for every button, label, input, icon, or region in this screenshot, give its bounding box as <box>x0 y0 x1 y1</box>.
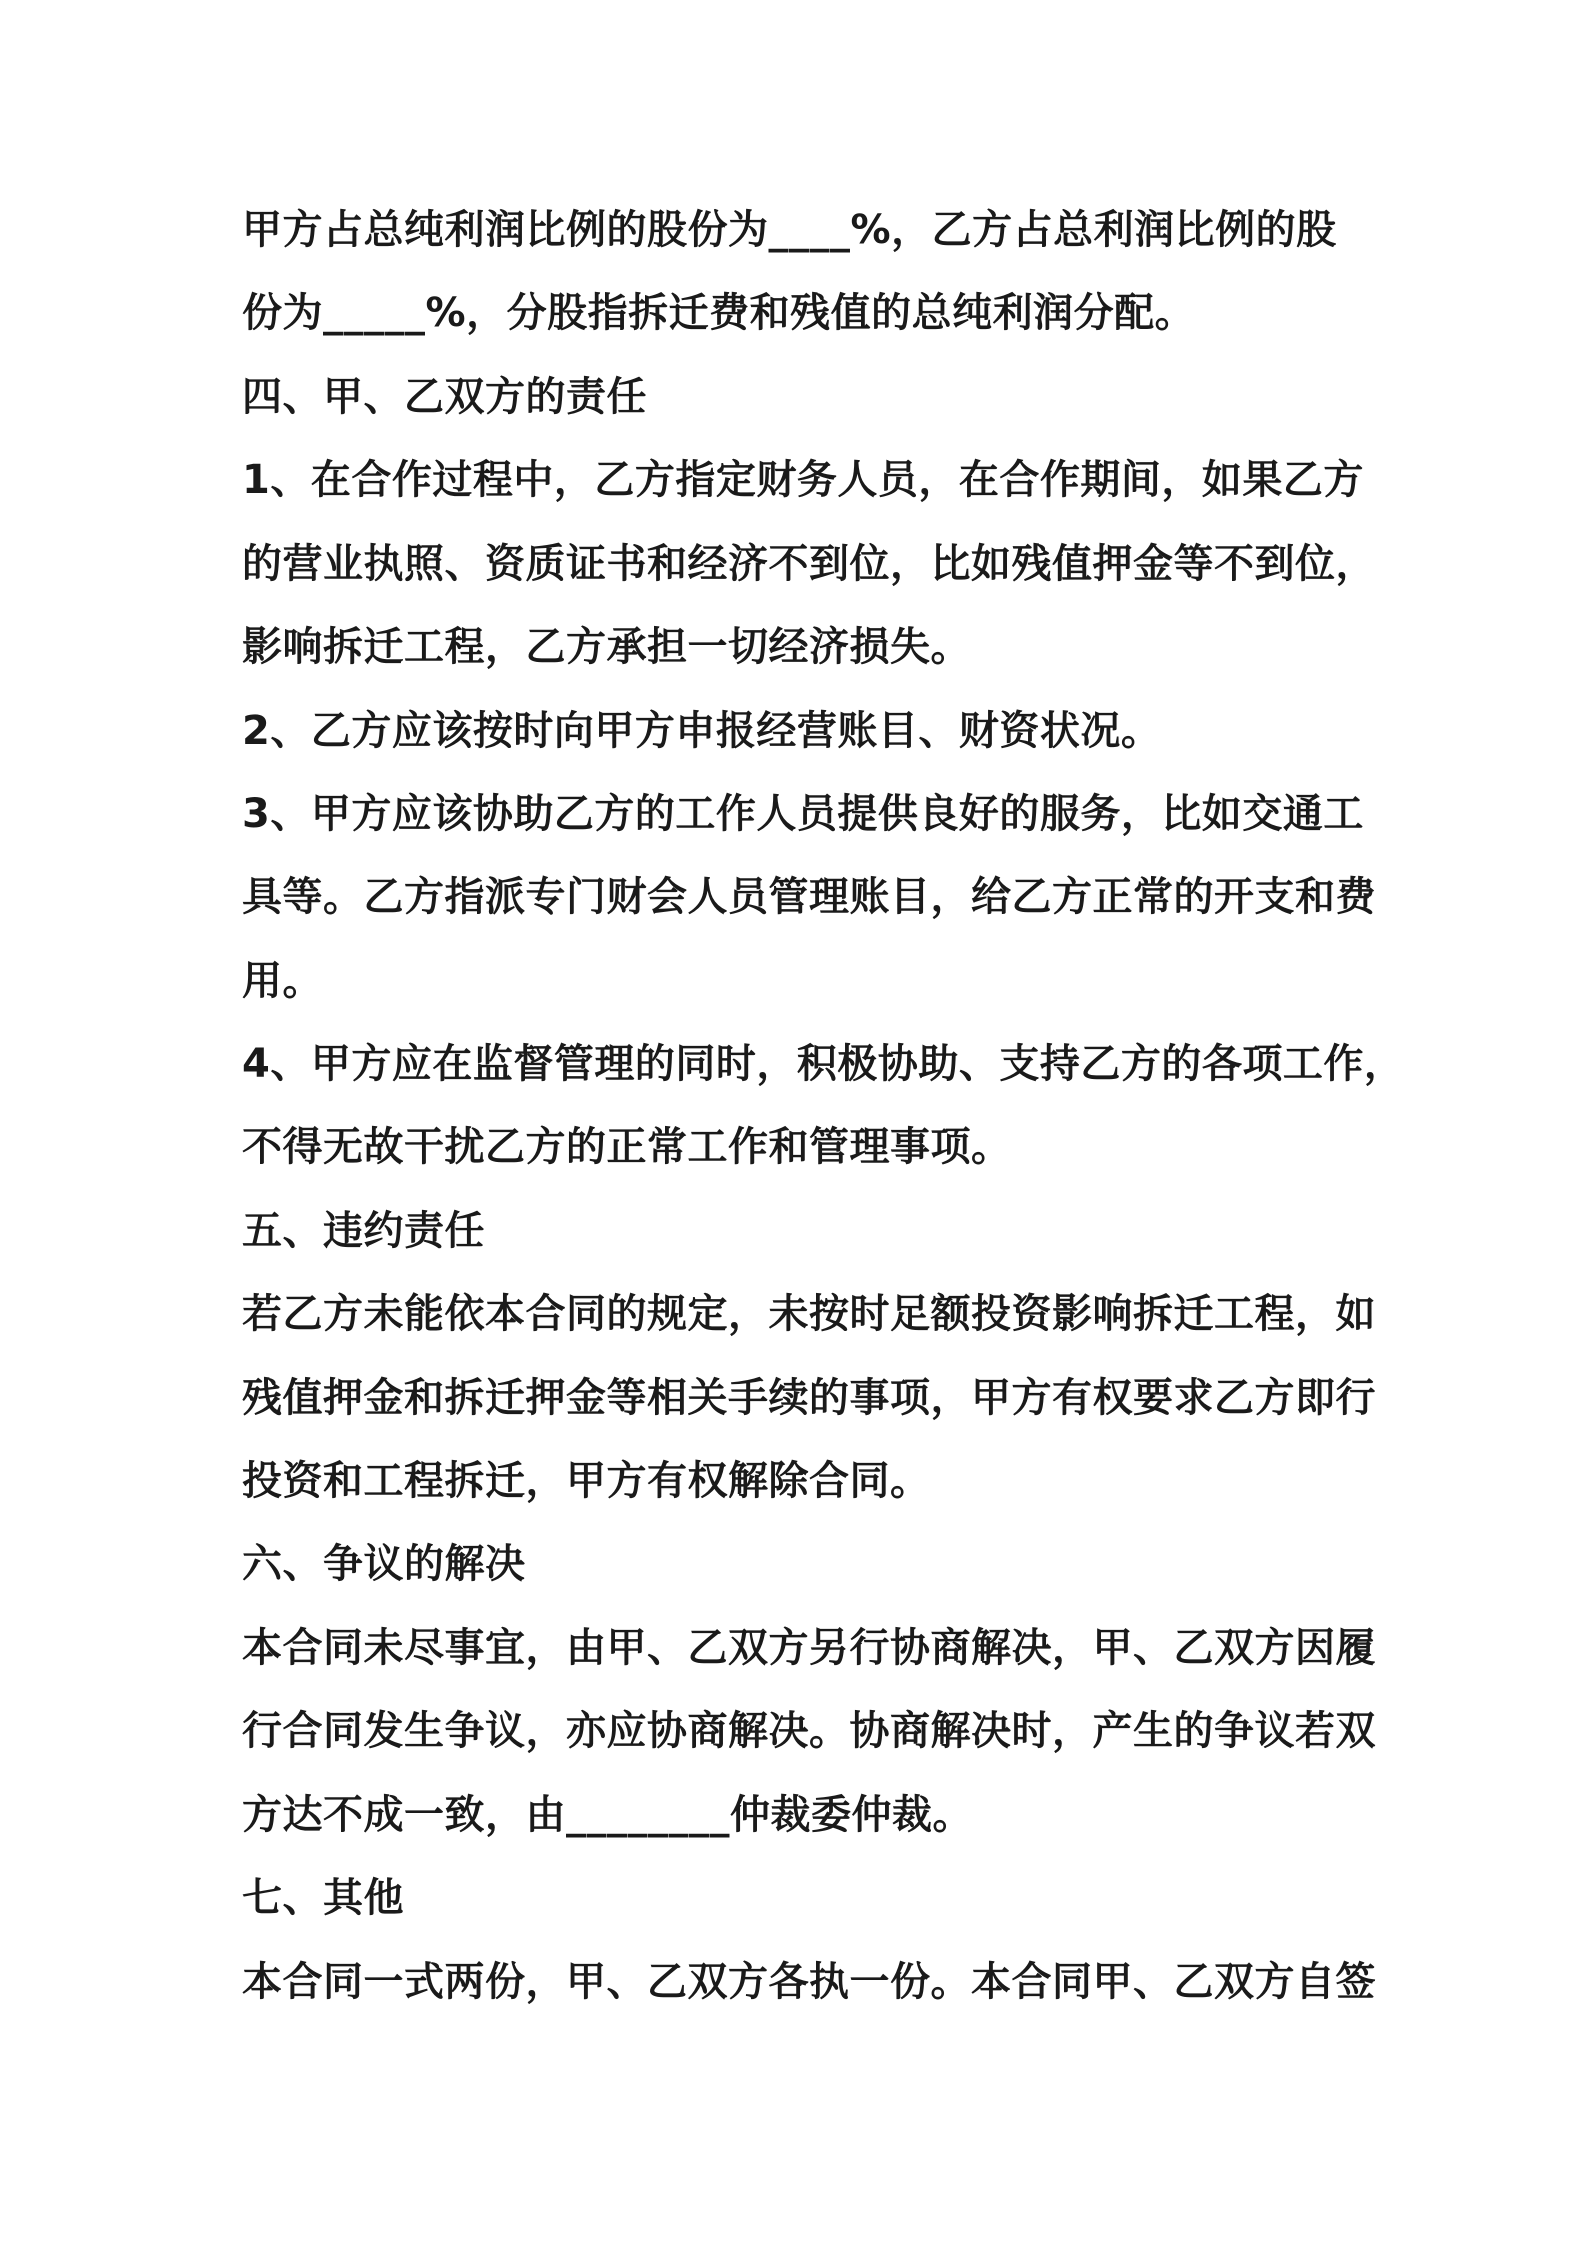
profit-share-line-2: 份为_____%，分股指拆迁费和残值的总纯利润分配。 <box>242 290 1196 336</box>
clause-1-line-2: 的营业执照、资质证书和经济不到位，比如残值押金等不到位， <box>242 541 1376 587</box>
dispute-line-1: 本合同未尽事宜，由甲、乙双方另行协商解决，甲、乙双方因履 <box>242 1625 1376 1671</box>
section-heading-responsibilities: 四、甲、乙双方的责任 <box>242 374 647 420</box>
clause-3-line-3: 用。 <box>242 958 323 1004</box>
dispute-line-3: 方达不成一致，由________仲裁委仲裁。 <box>242 1792 973 1838</box>
section-heading-dispute: 六、争议的解决 <box>242 1541 526 1587</box>
section-heading-other: 七、其他 <box>242 1875 404 1921</box>
clause-4-line-1: 4、甲方应在监督管理的同时，积极协助、支持乙方的各项工作， <box>242 1041 1405 1087</box>
clause-1-line-3: 影响拆迁工程，乙方承担一切经济损失。 <box>242 624 971 670</box>
breach-line-2: 残值押金和拆迁押金等相关手续的事项，甲方有权要求乙方即行 <box>242 1375 1376 1421</box>
dispute-line-2: 行合同发生争议，亦应协商解决。协商解决时，产生的争议若双 <box>242 1708 1376 1754</box>
clause-3-line-1: 3、甲方应该协助乙方的工作人员提供良好的服务，比如交通工 <box>242 791 1364 837</box>
clause-1-line-1: 1、在合作过程中，乙方指定财务人员，在合作期间，如果乙方 <box>242 457 1364 503</box>
clause-4-line-2: 不得无故干扰乙方的正常工作和管理事项。 <box>242 1124 1012 1170</box>
breach-line-3: 投资和工程拆迁，甲方有权解除合同。 <box>242 1458 931 1504</box>
clause-2-line-1: 2、乙方应该按时向甲方申报经营账目、财资状况。 <box>242 708 1162 754</box>
section-heading-breach: 五、违约责任 <box>242 1208 485 1254</box>
breach-line-1: 若乙方未能依本合同的规定，未按时足额投资影响拆迁工程，如 <box>242 1291 1376 1337</box>
profit-share-line-1: 甲方占总纯利润比例的股份为____%，乙方占总利润比例的股 <box>242 207 1337 253</box>
clause-3-line-2: 具等。乙方指派专门财会人员管理账目，给乙方正常的开支和费 <box>242 874 1376 920</box>
other-line-1: 本合同一式两份，甲、乙双方各执一份。本合同甲、乙双方自签 <box>242 1959 1376 2005</box>
